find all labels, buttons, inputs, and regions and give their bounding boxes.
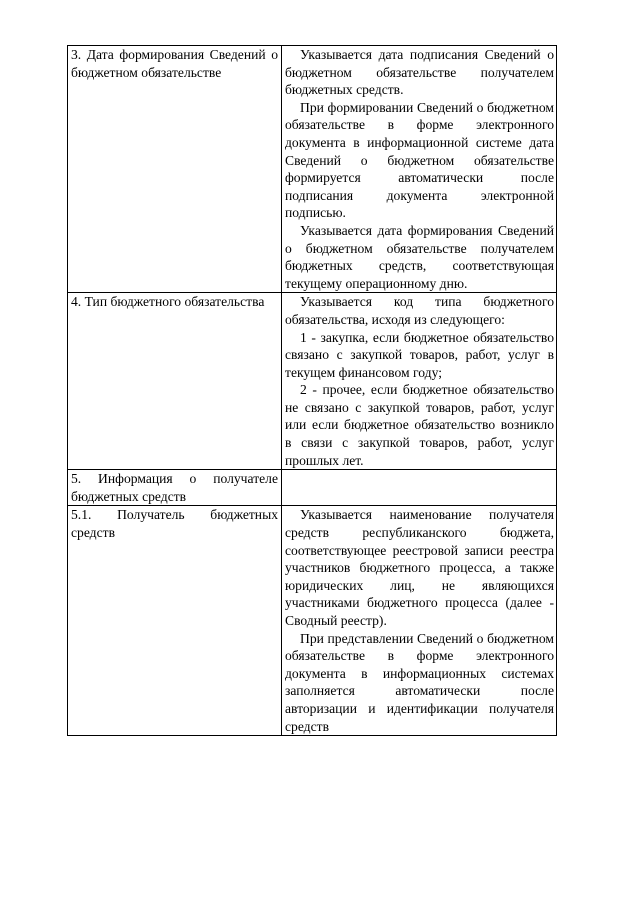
description-paragraph: Указывается дата формирования Сведений о бюджетном обязательстве получателем бюджетных средств, соответствующая текущему операционному дню. (285, 222, 554, 291)
description-paragraph: Указывается дата подписания Сведений о бюджетном обязательстве получателем бюджетных средств. (285, 47, 554, 98)
field-name-cell (68, 470, 282, 506)
field-description-cell (282, 293, 557, 470)
description-paragraph: Указывается код типа бюджетного обязательства, исходя из следующего: (285, 294, 554, 327)
table-row (68, 46, 557, 293)
table-row (68, 470, 557, 506)
field-name-cell (68, 293, 282, 470)
table-row (68, 506, 557, 736)
description-paragraph: 2 - прочее, если бюджетное обязательство не связано с закупкой товаров, работ, услуг или если бюджетное обязательство возникло в связи с закупкой товаров, работ, услуг прошлых лет. (285, 382, 554, 468)
description-paragraph: Указывается наименование получателя средств республиканского бюджета, соответствующее реестровой записи реестра участников бюджетного процесса, а также юридических лиц, не являющихся участниками бюджетного процесса (далее - Сводный реестр). (285, 507, 554, 628)
document-table (67, 45, 557, 736)
field-name: 4. Тип бюджетного обязательства (71, 294, 265, 310)
field-name: 5.1. Получатель бюджетных средств (71, 507, 278, 541)
field-name: 5. Информация о получателе бюджетных средств (71, 471, 278, 504)
field-description-cell (282, 506, 557, 736)
field-name-cell (68, 506, 282, 736)
description-paragraph: При представлении Сведений о бюджетном обязательстве в форме электронного документа в информационных системах заполняется автоматически после авторизации и идентификации получателя средств (285, 630, 554, 734)
field-description-cell (282, 470, 557, 506)
description-paragraph: 1 - закупка, если бюджетное обязательство связано с закупкой товаров, работ, услуг в текущем финансовом году; (285, 329, 554, 380)
description-paragraph: При формировании Сведений о бюджетном обязательстве в форме электронного документа в информационной системе дата Сведений о бюджетном обязательстве формируется автоматически после подписания документа электронной подписью. (285, 99, 554, 221)
table-row (68, 293, 557, 470)
field-name-cell (68, 46, 282, 293)
field-description-cell (282, 46, 557, 293)
field-name: 3. Дата формирования Сведений о бюджетном обязательстве (71, 47, 278, 80)
